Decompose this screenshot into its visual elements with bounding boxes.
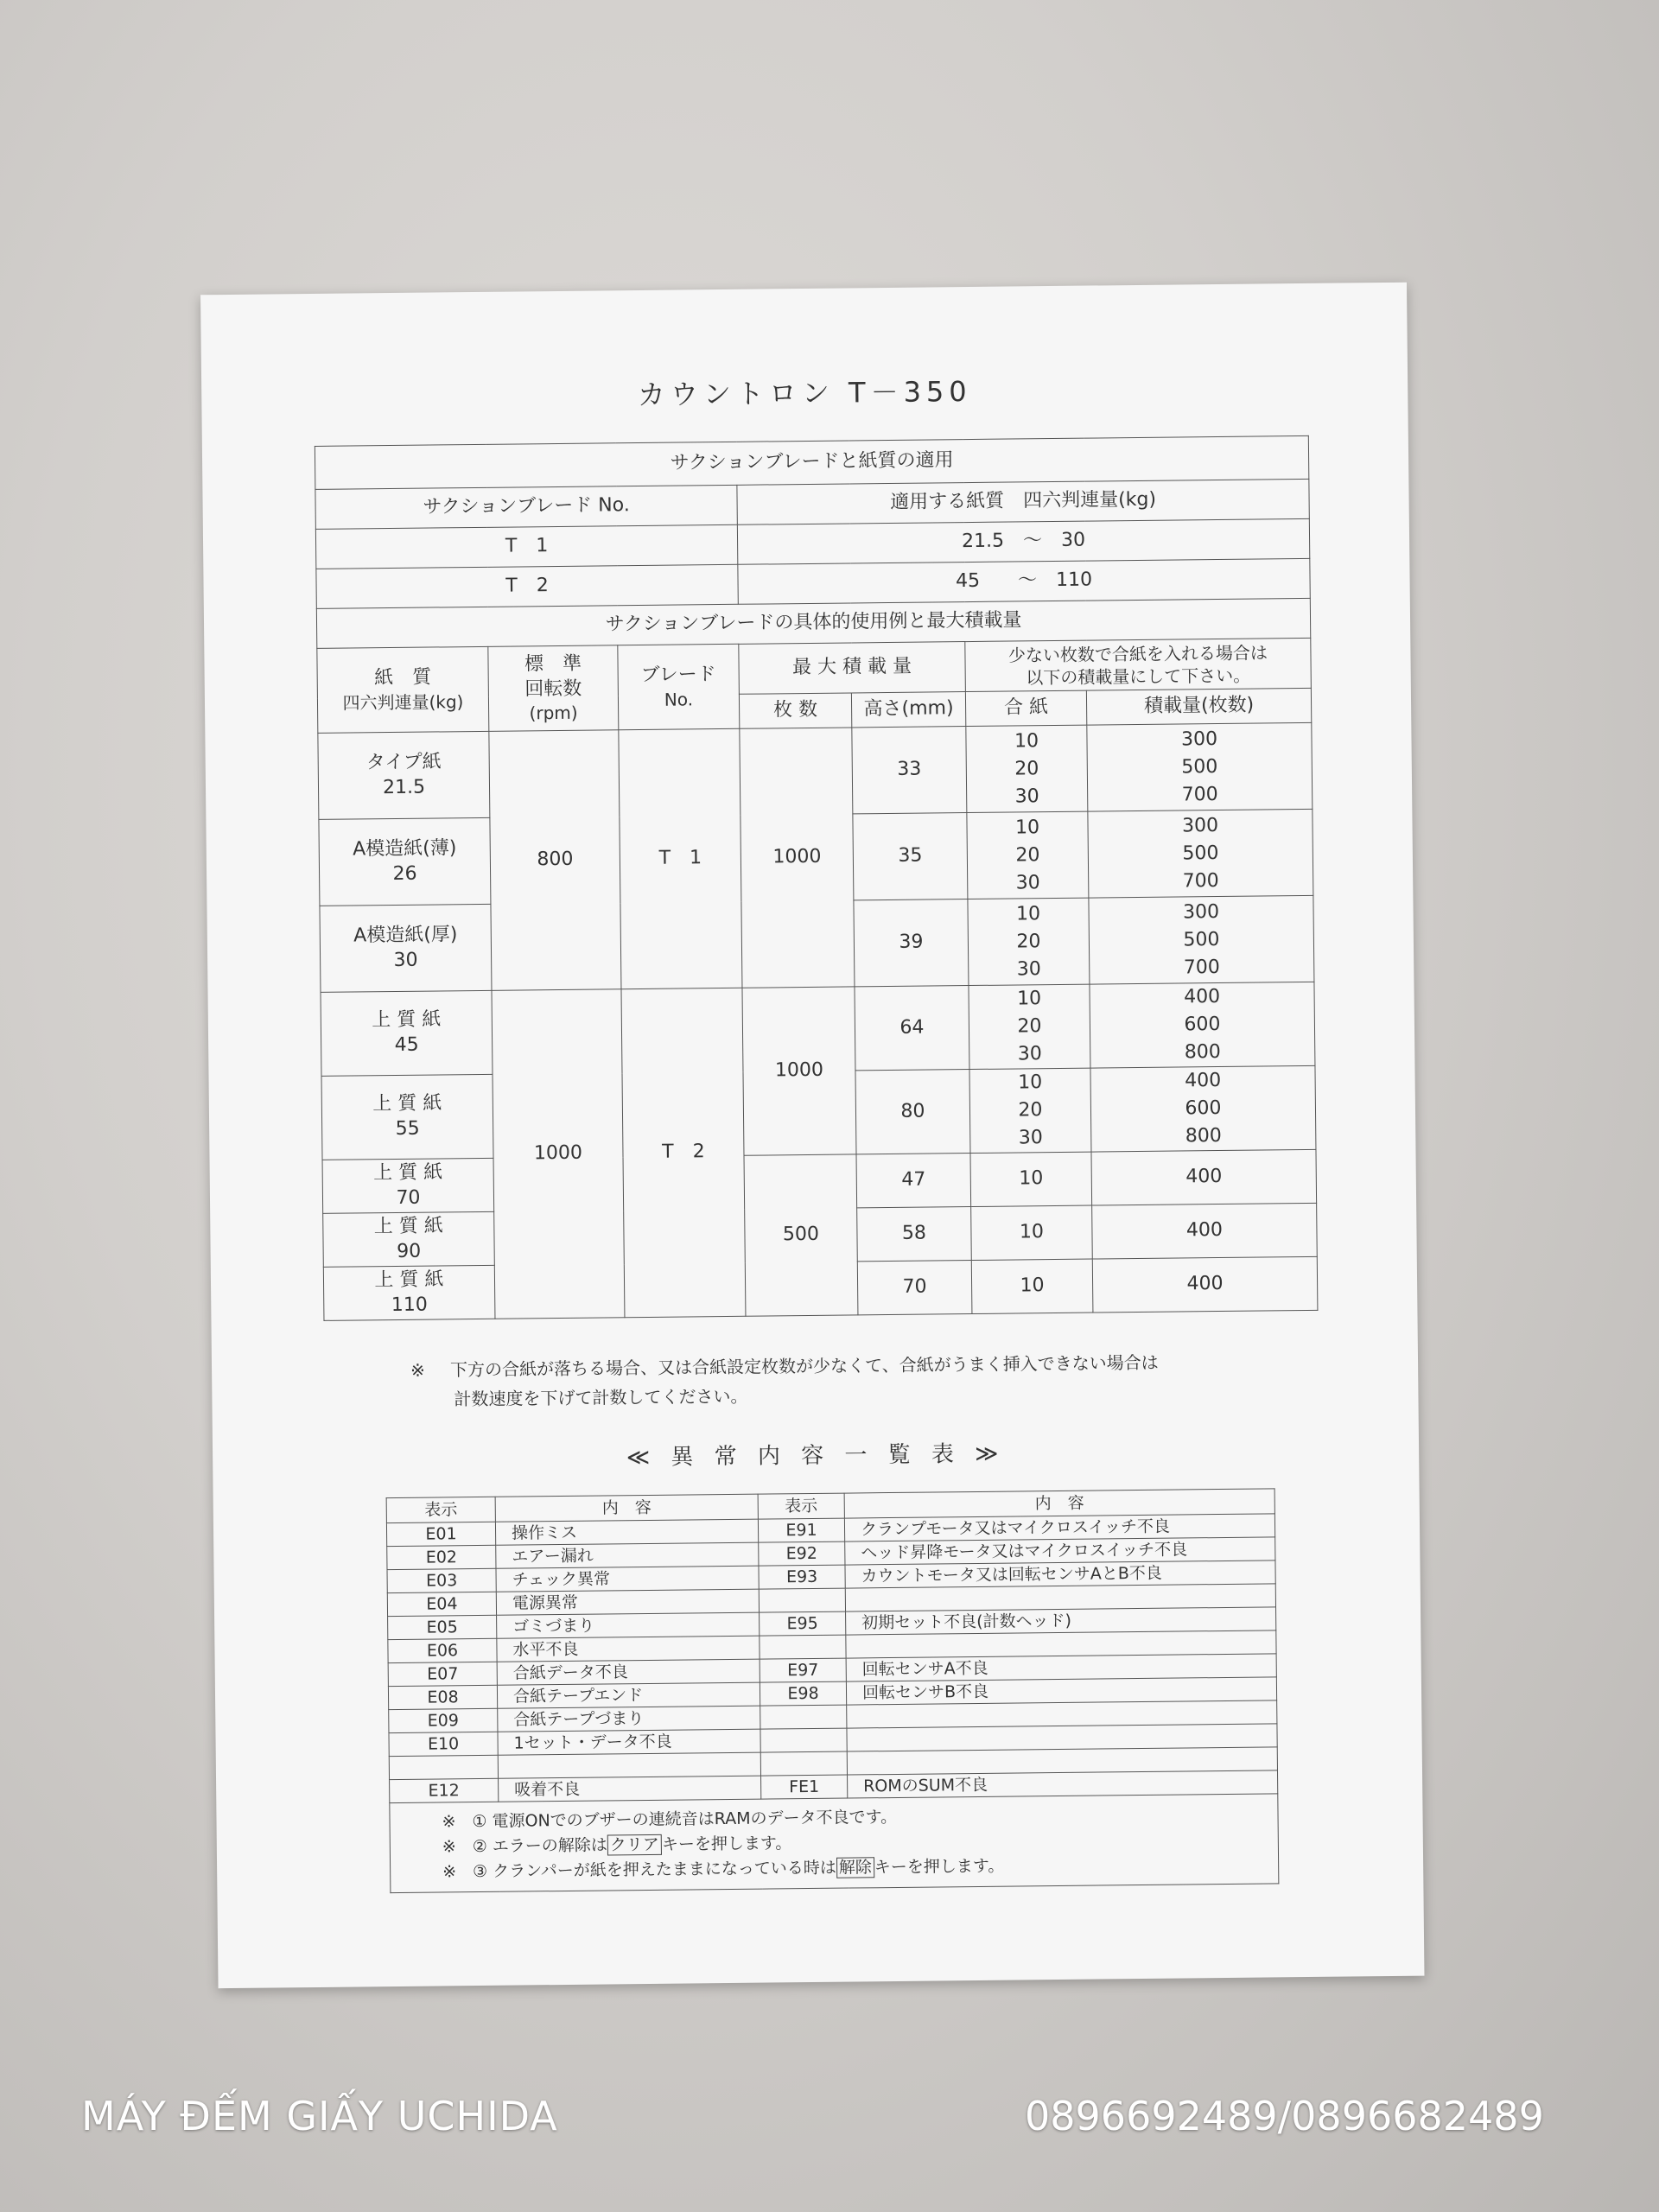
load-value: 600 (1184, 1013, 1221, 1036)
header-text: ブレード (640, 664, 716, 687)
blade-cell: T 2 (621, 988, 746, 1317)
height-cell: 47 (856, 1154, 971, 1208)
header-load: 積載量(枚数) (1086, 688, 1311, 725)
paper-weight: 55 (395, 1117, 420, 1140)
paper-name: タイプ紙 (365, 751, 442, 774)
error-code-cell (760, 1705, 847, 1729)
paper-cell (320, 904, 492, 992)
load-value: 700 (1181, 783, 1218, 805)
header-height: 高さ(mm) (851, 692, 965, 728)
error-desc-cell: 電源異常 (496, 1589, 759, 1615)
height-cell: 58 (857, 1207, 972, 1262)
paper-weight: 45 (394, 1033, 419, 1057)
header-text: 以下の積載量にして下さい。 (1026, 664, 1251, 688)
error-code-cell: E92 (759, 1541, 845, 1566)
error-rows (386, 1514, 1277, 1803)
error-code-cell: FE1 (761, 1775, 848, 1799)
error-code-cell: E07 (388, 1662, 497, 1686)
range-cell: 45 ～ 110 (738, 558, 1310, 604)
error-desc-cell: 合紙テープづまり (498, 1706, 760, 1732)
rpm-cell: 1000 (492, 989, 625, 1319)
error-code-cell: E93 (759, 1565, 845, 1589)
interleaf-value: 10 (1016, 988, 1042, 1010)
header-few-sheets (965, 638, 1312, 691)
error-code-cell (759, 1588, 845, 1612)
speed-note (410, 1346, 1275, 1414)
interleaf-value: 10 (1014, 816, 1040, 838)
header-sheets: 枚 数 (739, 693, 851, 728)
load-value: 500 (1183, 928, 1220, 950)
interleaf-value: 30 (1015, 871, 1040, 893)
error-desc-cell: 水平不良 (497, 1636, 760, 1662)
suction-blade-table (315, 435, 1319, 1321)
error-code-cell: E02 (387, 1545, 496, 1569)
paper-name: 上 質 紙 (373, 1215, 443, 1238)
section1-title: サクションブレードと紙質の適用 (315, 435, 1308, 489)
interleaf-value: 20 (1014, 757, 1039, 779)
error-desc-cell: 回転センサA不良 (846, 1654, 1276, 1681)
load-value: 500 (1181, 755, 1218, 778)
header-text: 回転数 (524, 677, 582, 700)
error-code-cell: E09 (389, 1708, 498, 1732)
interleaf-cell (966, 725, 1088, 812)
load-value: 400 (1185, 1069, 1222, 1092)
blade-cell: T 2 (316, 564, 738, 608)
watermark-brand: MÁY ĐẾM GIẤY UCHIDA (81, 2093, 558, 2139)
paper-cell (323, 1211, 495, 1267)
error-code-cell (389, 1755, 498, 1779)
paper-weight: 30 (393, 949, 418, 971)
load-value: 700 (1183, 956, 1220, 978)
note-text: エラーの解除は (492, 1835, 607, 1856)
header-max-load: 最 大 積 載 量 (739, 642, 966, 695)
note-mark: ※ ① (442, 1811, 487, 1832)
interleaf-value: 10 (1018, 1071, 1043, 1094)
header-text: 少ない枚数で合紙を入れる場合は (1007, 641, 1268, 666)
note-text: クランパーが紙を押えたままになっている時は (493, 1858, 836, 1881)
header-paper (317, 646, 489, 733)
load-value: 800 (1185, 1124, 1222, 1147)
paper-cell (322, 1158, 494, 1213)
interleaf-value: 20 (1016, 930, 1041, 952)
paper-name: 上 質 紙 (372, 1092, 442, 1116)
load-cell (1087, 722, 1313, 811)
height-cell: 33 (852, 727, 967, 814)
col-code: 表示 (758, 1493, 844, 1519)
error-code-cell: E03 (387, 1568, 496, 1592)
height-cell: 39 (854, 899, 969, 987)
error-desc-cell (498, 1752, 760, 1778)
note-text: キーを押します。 (661, 1834, 792, 1854)
paper-cell (321, 990, 493, 1076)
error-code-cell: E91 (758, 1518, 844, 1542)
error-code-cell: E08 (388, 1685, 497, 1709)
col-code: 表示 (386, 1497, 495, 1522)
interleaf-cell (969, 984, 1090, 1069)
sheets-cell: 1000 (742, 987, 856, 1155)
error-code-cell: E04 (387, 1592, 496, 1616)
interleaf-value: 30 (1014, 785, 1039, 807)
load-cell: 400 (1092, 1203, 1318, 1259)
header-rpm (488, 645, 619, 732)
error-desc-cell: 初期セット不良(計数ヘッド) (846, 1607, 1276, 1635)
range-cell: 21.5 ～ 30 (737, 518, 1309, 564)
error-code-cell: E95 (760, 1611, 846, 1636)
error-notes (390, 1794, 1279, 1893)
load-cell (1090, 982, 1315, 1068)
interleaf-value: 30 (1016, 957, 1041, 980)
sheets-cell: 500 (744, 1154, 858, 1316)
paper-cell (319, 817, 491, 906)
load-value: 500 (1182, 842, 1219, 864)
interleaf-value: 10 (1015, 902, 1041, 925)
error-code-cell: E98 (760, 1681, 846, 1706)
error-code-cell (760, 1751, 847, 1776)
error-code-cell: E01 (386, 1522, 495, 1546)
error-desc-cell: 操作ミス (495, 1519, 758, 1545)
paper-cell (318, 731, 490, 819)
error-code-cell: E05 (388, 1615, 497, 1639)
paper-sheet (200, 283, 1424, 1989)
note-text: 電源ONでのブザーの連続音はRAMのデータ不良です。 (492, 1807, 898, 1831)
error-code-cell: E10 (389, 1732, 498, 1756)
paper-weight: 70 (396, 1186, 421, 1209)
error-desc-cell: 1セット・データ不良 (498, 1729, 760, 1755)
interleaf-cell: 10 (971, 1205, 1093, 1260)
error-desc-cell: チェック異常 (496, 1566, 759, 1592)
col-desc: 内 容 (844, 1489, 1274, 1518)
interleaf-cell (967, 811, 1089, 899)
load-value: 700 (1182, 869, 1219, 892)
load-value: 600 (1185, 1096, 1222, 1120)
paper-cell (321, 1074, 493, 1160)
error-desc-cell: エアー漏れ (496, 1542, 759, 1568)
interleaf-value: 10 (1014, 729, 1039, 752)
col-desc: 内 容 (495, 1494, 758, 1522)
error-desc-cell: クランプモータ又はマイクロスイッチ不良 (844, 1514, 1274, 1541)
header-text: 紙 質 (374, 666, 432, 690)
note-line: 下方の合紙が落ちる場合、又は合紙設定枚数が少なくて、合紙がうまく挿入できない場合は (449, 1351, 1159, 1381)
error-desc-cell: ROMのSUM不良 (848, 1770, 1278, 1798)
load-cell: 400 (1092, 1256, 1318, 1313)
error-table (386, 1488, 1280, 1893)
paper-weight: 110 (391, 1294, 428, 1316)
interleaf-value: 30 (1018, 1127, 1043, 1149)
interleaf-cell: 10 (970, 1152, 1092, 1206)
header-blade (618, 644, 740, 729)
rpm-cell: 800 (489, 730, 621, 991)
header-text: No. (664, 689, 694, 710)
paper-weight: 90 (397, 1240, 422, 1262)
blade-cell: T 1 (315, 524, 737, 569)
sheets-cell: 1000 (740, 728, 855, 988)
interleaf-cell: 10 (971, 1259, 1093, 1313)
error-desc-cell: 回転センサB不良 (846, 1677, 1276, 1705)
paper-name: 上 質 紙 (374, 1268, 444, 1292)
error-code-cell (760, 1728, 847, 1752)
note-mark: ※ ③ (442, 1861, 488, 1882)
load-value: 800 (1184, 1040, 1221, 1064)
note-mark: ※ ② (442, 1836, 487, 1857)
load-value: 300 (1182, 900, 1220, 923)
interleaf-value: 20 (1017, 1015, 1042, 1038)
paper-name: 上 質 紙 (372, 1008, 442, 1032)
error-code-cell: E06 (388, 1638, 497, 1662)
header-text: 標 準 (524, 652, 582, 676)
error-code-cell (760, 1635, 846, 1659)
paper-name: A模造紙(薄) (353, 837, 457, 861)
interleaf-value: 20 (1018, 1099, 1043, 1122)
blade-cell: T 1 (619, 728, 742, 988)
error-desc-cell: 吸着不良 (499, 1776, 761, 1802)
release-key-label: 解除 (836, 1857, 874, 1878)
error-list-title: ≪ 異 常 内 容 一 覧 表 ≫ (626, 1440, 1006, 1471)
height-cell: 35 (853, 813, 968, 900)
load-value: 300 (1180, 728, 1218, 750)
load-cell: 400 (1091, 1149, 1317, 1205)
interleaf-cell (968, 898, 1090, 985)
header-text: (rpm) (529, 702, 578, 724)
note-mark: ※ (410, 1359, 425, 1381)
col-blade-no: サクションブレード No. (315, 485, 737, 529)
clear-key-label: クリア (607, 1834, 662, 1856)
error-desc-cell: 合紙テープエンド (497, 1682, 760, 1708)
error-desc-cell: カウントモータ又は回転センサAとB不良 (845, 1560, 1275, 1588)
height-cell: 64 (855, 986, 969, 1071)
load-cell (1089, 895, 1314, 984)
interleaf-cell (969, 1068, 1091, 1153)
header-interleaf: 合 紙 (965, 690, 1086, 726)
interleaf-value: 20 (1015, 843, 1040, 866)
paper-cell (323, 1265, 495, 1320)
load-cell (1090, 1065, 1316, 1152)
document-title: カウントロン T－350 (637, 374, 972, 412)
paper-weight: 21.5 (382, 776, 426, 798)
section2-title: サクションブレードの具体的使用例と最大積載量 (316, 598, 1310, 648)
paper-name: A模造紙(厚) (353, 924, 458, 947)
load-cell (1088, 809, 1313, 898)
interleaf-value: 30 (1017, 1043, 1042, 1065)
error-code-cell: E12 (390, 1778, 499, 1802)
error-desc-cell: ゴミづまり (497, 1612, 760, 1638)
paper-weight: 26 (392, 862, 417, 885)
header-text: 四六判連量(kg) (342, 690, 464, 714)
error-desc-cell: 合紙データ不良 (497, 1659, 760, 1685)
load-value: 400 (1183, 985, 1221, 1008)
watermark-phone: 0896692489/0896682489 (1025, 2093, 1544, 2139)
height-cell: 80 (855, 1070, 970, 1154)
paper-name: 上 質 紙 (373, 1161, 443, 1185)
note-line: 計数速度を下げて計数してください。 (454, 1385, 748, 1410)
error-desc-cell: ヘッド昇降モータ又はマイクロスイッチ不良 (845, 1537, 1275, 1565)
col-paper-range: 適用する紙質 四六判連量(kg) (737, 479, 1309, 524)
note-text: キーを押します。 (874, 1856, 1005, 1878)
error-code-cell: E97 (760, 1658, 846, 1682)
height-cell: 70 (857, 1261, 972, 1315)
load-value: 300 (1181, 814, 1219, 836)
